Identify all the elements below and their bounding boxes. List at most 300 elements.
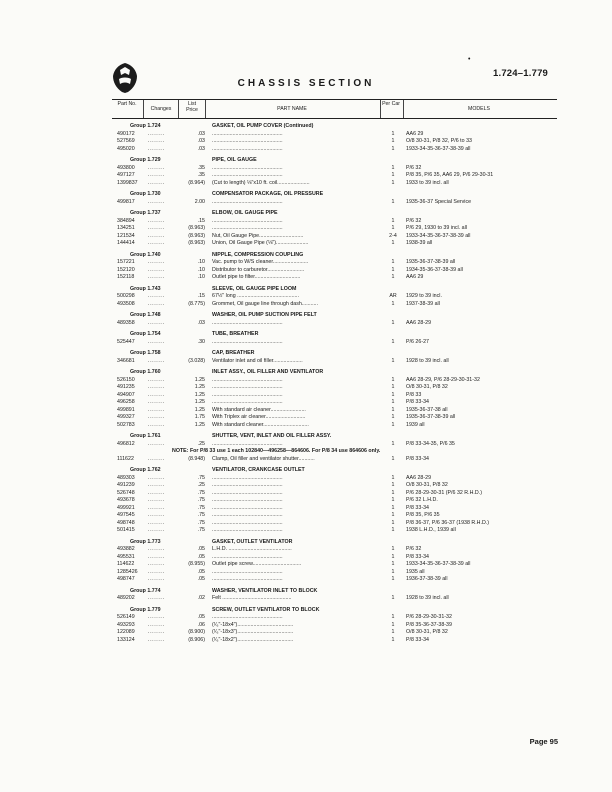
part-row: [0, 561, 612, 569]
group-title: INLET ASSY., OIL FILLER AND VENTILATOR: [212, 369, 324, 375]
leader-dots: ........: [148, 421, 165, 428]
part-row: [0, 240, 612, 248]
models: P/8 33-34: [406, 455, 429, 462]
leader-dots: ........: [148, 482, 165, 488]
part-name: ................................................: [212, 164, 283, 171]
models: AA6 28-29: [406, 474, 432, 481]
group-title: WASHER, OIL PUMP SUCTION PIPE FELT: [212, 312, 317, 318]
group-title: PIPE, OIL GAUGE: [212, 157, 257, 163]
models: P/8 35-36-37-38-39: [406, 621, 452, 628]
per-car: 1: [391, 266, 395, 273]
part-name: ................................................: [212, 319, 283, 326]
part-name: ................................................: [212, 497, 283, 503]
list-price: (8.948): [188, 455, 205, 462]
per-car: 1: [391, 614, 395, 620]
list-price: .75: [197, 519, 205, 526]
per-car: 1: [391, 217, 395, 224]
part-number: 502783: [117, 421, 135, 428]
list-price: .06: [197, 621, 205, 628]
per-car: 1: [391, 225, 395, 231]
leader-dots: ........: [148, 636, 165, 643]
group-title: GASKET, OIL PUMP COVER (Continued): [212, 123, 314, 129]
list-price: (8.955): [188, 561, 205, 567]
part-name: (Cut to length) ⅛"x10 ft. coil......................: [212, 179, 310, 186]
part-row: [0, 399, 612, 407]
leader-dots: ........: [148, 474, 165, 481]
part-number: 157221: [117, 259, 135, 265]
part-name: Nut, Oil Gauge Pipe..............................: [212, 232, 304, 239]
part-row: [0, 138, 612, 146]
group-number: Group 1.774: [130, 587, 161, 594]
leader-dots: ........: [148, 553, 165, 560]
part-number: 525447: [117, 338, 135, 345]
leader-dots: ........: [148, 274, 165, 280]
note-row: [0, 448, 612, 456]
part-name: Vac. pump to W/S cleaner........................: [212, 259, 309, 265]
group-number: Group 1.754: [130, 331, 161, 337]
leader-dots: ........: [148, 595, 165, 601]
per-car: 1: [391, 527, 395, 533]
list-price: .10: [197, 266, 205, 273]
group-title: SLEEVE, OIL GAUGE PIPE LOOM: [212, 285, 297, 292]
per-car: 1: [391, 629, 395, 635]
leader-dots: ........: [148, 512, 165, 518]
part-row: [0, 422, 612, 430]
part-row: [0, 384, 612, 392]
per-car: 1: [391, 546, 395, 552]
leader-dots: ........: [148, 130, 165, 137]
group-title: NIPPLE, COMPRESSION COUPLING: [212, 251, 304, 258]
list-price: .75: [197, 527, 205, 533]
col-changes-header: Changes: [150, 106, 172, 112]
part-number: 346681: [117, 357, 135, 364]
group-number: Group 1.773: [130, 538, 161, 545]
group-header: [0, 369, 612, 377]
models: P/8 33-34: [406, 553, 429, 560]
section-title: CHASSIS SECTION: [237, 78, 375, 89]
group-title: SHUTTER, VENT, INLET AND OIL FILLER ASSY.: [212, 433, 332, 439]
part-name: ................................................: [212, 474, 283, 481]
list-price: (8.963): [188, 240, 205, 246]
list-price: 1.25: [194, 399, 205, 405]
list-price: .75: [197, 504, 205, 511]
list-price: (8.963): [188, 225, 205, 231]
models: 1938 L.H.D., 1939 all: [406, 527, 456, 533]
part-name: Felt ...............................................: [212, 595, 292, 601]
part-name: ................................................: [212, 138, 283, 144]
part-row: [0, 527, 612, 535]
list-price: .03: [197, 145, 205, 152]
group-title: CAP, BREATHER: [212, 350, 255, 356]
part-row: [0, 614, 612, 622]
list-price: .75: [197, 489, 205, 496]
models: P/8 35, P/6 35, AA6 29, P/6 29-30-31: [406, 172, 494, 178]
list-price: (8.775): [188, 300, 205, 307]
leader-dots: ........: [148, 527, 165, 533]
group-header: [0, 350, 612, 358]
leader-dots: ........: [148, 293, 165, 299]
models: AA6 28-29, P/6 28-29-30-31-32: [406, 376, 480, 383]
per-car: 1: [391, 357, 395, 364]
models: 1936-37-38-39 all: [406, 576, 448, 582]
part-name: ................................................: [212, 399, 283, 405]
models: P/6 29, 1930 to 39 incl. all: [406, 225, 467, 231]
list-price: .35: [197, 164, 205, 171]
part-number: 493508: [117, 300, 135, 307]
list-price: .03: [197, 319, 205, 326]
list-price: .05: [197, 546, 205, 552]
col-name-header: PART NAME: [277, 106, 307, 112]
part-number: 526150: [117, 376, 135, 383]
models: P/6 32: [406, 164, 422, 171]
models: P/8 33-34-35, P/6 35: [406, 440, 455, 447]
group-header: [0, 539, 612, 547]
part-number: 498747: [117, 576, 135, 582]
part-number: 494907: [117, 391, 135, 398]
column-header: [112, 99, 557, 119]
part-number: 493800: [117, 164, 135, 171]
part-name: With standard cleaner...............................: [212, 421, 309, 428]
group-title: GASKET, OUTLET VENTILATOR: [212, 538, 293, 545]
leader-dots: ........: [148, 240, 165, 246]
list-price: .75: [197, 512, 205, 518]
part-row: [0, 199, 612, 207]
leader-dots: ........: [148, 164, 165, 171]
group-header: [0, 312, 612, 320]
per-car: 1: [391, 406, 395, 413]
stray-mark: •: [468, 56, 471, 63]
part-number: 501415: [117, 527, 135, 533]
part-number: 496258: [117, 399, 135, 405]
models: O/8 30-31, P/8 32, P/6 to 33: [406, 138, 472, 144]
per-car: 1: [391, 440, 395, 447]
part-number: 491235: [117, 384, 135, 390]
part-number: 498748: [117, 519, 135, 526]
part-number: 491239: [117, 482, 135, 488]
list-price: .15: [197, 217, 205, 224]
models: 1935-36-37-38-39 all: [406, 259, 456, 265]
models: AA6 29: [406, 130, 424, 137]
part-name: ................................................: [212, 440, 283, 447]
list-price: 1.25: [194, 384, 205, 390]
group-header: [0, 588, 612, 596]
models: AA6 29: [406, 274, 424, 280]
models: P/6 32 L.H.D.: [406, 497, 438, 503]
per-car: 1: [391, 455, 395, 462]
part-row: [0, 622, 612, 630]
note-text: NOTE: For P/8 33 use 1 each 102840—496258—864606. For P/8 34 use 864606 only.: [172, 448, 381, 454]
list-price: .10: [197, 259, 205, 265]
part-row: [0, 180, 612, 188]
per-car: 1: [391, 561, 395, 567]
list-price: 1.25: [194, 421, 205, 428]
group-number: Group 1.779: [130, 606, 161, 613]
part-name: ................................................: [212, 504, 283, 511]
group-number: Group 1.729: [130, 157, 161, 163]
models: 1929 to 39 incl.: [406, 293, 442, 299]
col-part-header: Part No.: [117, 101, 137, 107]
per-car: 1: [391, 145, 395, 152]
part-number: 497545: [117, 512, 135, 518]
part-number: 495531: [117, 553, 135, 560]
part-name: (¹⁄₆"-18x3")......................................: [212, 629, 294, 635]
leader-dots: ........: [148, 266, 165, 273]
per-car: 1: [391, 300, 395, 307]
part-number: 493678: [117, 497, 135, 503]
part-number: 493293: [117, 621, 135, 628]
part-row: [0, 320, 612, 328]
leader-dots: ........: [148, 376, 165, 383]
part-number: 499891: [117, 406, 135, 413]
leader-dots: ........: [148, 568, 165, 575]
part-number: 499327: [117, 414, 135, 420]
models: 1939 all: [406, 421, 425, 428]
leader-dots: ........: [148, 198, 165, 205]
part-number: 500298: [117, 293, 135, 299]
part-number: 497127: [117, 172, 135, 178]
models: 1933-34-35-36-37-38-39 all: [406, 145, 471, 152]
leader-dots: ........: [148, 489, 165, 496]
list-price: 1.25: [194, 376, 205, 383]
part-name: ................................................: [212, 130, 283, 137]
per-car: 1: [391, 414, 395, 420]
part-name: Ventilator inlet and oil filler....................: [212, 357, 303, 364]
models: P/8 35, P/6 35: [406, 512, 440, 518]
part-number: 144414: [117, 240, 135, 246]
leader-dots: ........: [148, 172, 165, 178]
leader-dots: ........: [148, 217, 165, 224]
part-name: With Triplex air cleaner...........................: [212, 414, 306, 420]
leader-dots: ........: [148, 232, 165, 239]
page-number: Page 95: [529, 737, 558, 746]
per-car: AR: [389, 293, 397, 299]
list-price: .75: [197, 497, 205, 503]
group-header: [0, 123, 612, 131]
group-header: [0, 286, 612, 294]
list-price: .15: [197, 293, 205, 299]
part-row: [0, 475, 612, 483]
leader-dots: ........: [148, 300, 165, 307]
part-number: 499921: [117, 504, 135, 511]
group-title: COMPENSATOR PACKAGE, OIL PRESSURE: [212, 191, 324, 197]
models: O/8 30-31, P/8 32: [406, 629, 448, 635]
list-price: .25: [197, 482, 205, 488]
per-car: 1: [391, 399, 395, 405]
part-name: L.H.D. ...........................................: [212, 546, 292, 552]
part-name: With standard air cleaner........................: [212, 406, 306, 413]
parts-list: [0, 123, 612, 644]
list-price: .05: [197, 568, 205, 575]
per-car: 1: [391, 595, 395, 601]
per-car: 1: [391, 621, 395, 628]
per-car: 1: [391, 384, 395, 390]
part-row: [0, 131, 612, 139]
leader-dots: ........: [148, 497, 165, 503]
col-models-header: MODELS: [468, 106, 490, 112]
part-row: [0, 595, 612, 603]
part-number: 133124: [117, 636, 135, 643]
leader-dots: ........: [148, 225, 165, 231]
part-number: 111622: [117, 455, 134, 462]
per-car: 1: [391, 319, 395, 326]
part-name: ................................................: [212, 512, 283, 518]
part-row: [0, 512, 612, 520]
part-row: [0, 520, 612, 528]
part-name: ................................................: [212, 614, 283, 620]
per-car: 1: [391, 240, 395, 246]
group-header: [0, 210, 612, 218]
group-number: Group 1.761: [130, 433, 161, 439]
part-name: Union, Oil Gauge Pipe (⅛")......................: [212, 240, 309, 246]
list-price: .03: [197, 138, 205, 144]
leader-dots: ........: [148, 621, 165, 628]
part-number: 1285426: [117, 568, 138, 575]
part-number: 121534: [117, 232, 135, 239]
models: P/6 28-29-30-31 (P/6 32 R.H.D.): [406, 489, 482, 496]
part-number: 134251: [117, 225, 135, 231]
group-number: Group 1.762: [130, 467, 161, 473]
models: P/6 32: [406, 217, 422, 224]
per-car: 1: [391, 259, 395, 265]
group-header: [0, 433, 612, 441]
part-number: 496812: [117, 440, 135, 447]
group-title: VENTILATOR, CRANKCASE OUTLET: [212, 467, 305, 473]
group-header: [0, 252, 612, 260]
part-number: 384894: [117, 217, 135, 224]
leader-dots: ........: [148, 614, 165, 620]
part-name: ................................................: [212, 568, 283, 575]
leader-dots: ........: [148, 391, 165, 398]
part-number: 489303: [117, 474, 135, 481]
group-title: TUBE, BREATHER: [212, 331, 259, 337]
group-number: Group 1.743: [130, 285, 161, 292]
part-row: [0, 554, 612, 562]
models: AA6 28-29: [406, 319, 432, 326]
part-name: ................................................: [212, 391, 283, 398]
leader-dots: ........: [148, 504, 165, 511]
leader-dots: ........: [148, 440, 165, 447]
part-row: [0, 377, 612, 385]
models: P/6 26-27: [406, 338, 429, 345]
part-row: [0, 274, 612, 282]
leader-dots: ........: [148, 138, 165, 144]
part-name: 67½" long ..........................................: [212, 293, 299, 299]
group-number: Group 1.730: [130, 191, 161, 197]
part-row: [0, 497, 612, 505]
part-row: [0, 358, 612, 366]
models: P/6 32: [406, 546, 422, 552]
leader-dots: ........: [148, 406, 165, 413]
col-price-header: List Price: [186, 101, 198, 113]
per-car: 1: [391, 636, 395, 643]
leader-dots: ........: [148, 259, 165, 265]
models: 1934-35-36-37-38-39 all: [406, 266, 463, 273]
part-name: ................................................: [212, 172, 283, 178]
part-number: 1399837: [117, 179, 138, 186]
part-row: [0, 233, 612, 241]
models: 1928 to 39 incl. all: [406, 357, 449, 364]
group-number: Group 1.760: [130, 369, 161, 375]
models: 1935-36-37-38-39 all: [406, 414, 456, 420]
part-row: [0, 165, 612, 173]
part-number: 526748: [117, 489, 135, 496]
part-row: [0, 490, 612, 498]
models: 1933 to 39 incl. all: [406, 179, 449, 186]
part-name: ................................................: [212, 225, 283, 231]
col-per-header: Per Car: [382, 101, 400, 107]
part-row: [0, 629, 612, 637]
leader-dots: ........: [148, 561, 165, 567]
part-row: [0, 172, 612, 180]
part-row: [0, 505, 612, 513]
part-name: ................................................: [212, 576, 283, 582]
part-number: 499817: [117, 198, 135, 205]
list-price: .05: [197, 553, 205, 560]
per-car: 1: [391, 568, 395, 575]
part-name: Grommet, Oil gauge line through dash...........: [212, 300, 318, 307]
per-car: 1: [391, 338, 395, 345]
part-row: [0, 637, 612, 645]
part-row: [0, 456, 612, 464]
per-car: 1: [391, 179, 395, 186]
part-number: 493882: [117, 546, 135, 552]
part-row: [0, 259, 612, 267]
part-number: 152118: [117, 274, 135, 280]
leader-dots: ........: [148, 357, 165, 364]
list-price: .05: [197, 614, 205, 620]
per-car: 1: [391, 482, 395, 488]
list-price: (3.028): [188, 357, 205, 364]
list-price: .03: [197, 130, 205, 137]
group-number: Group 1.748: [130, 312, 161, 318]
per-car: 1: [391, 198, 395, 205]
part-row: [0, 414, 612, 422]
per-car: 1: [391, 376, 395, 383]
leader-dots: ........: [148, 629, 165, 635]
per-car: 1: [391, 553, 395, 560]
part-name: ................................................: [212, 384, 283, 390]
leader-dots: ........: [148, 576, 165, 582]
leader-dots: ........: [148, 414, 165, 420]
group-header: [0, 467, 612, 475]
group-title: ELBOW, OIL GAUGE PIPE: [212, 210, 278, 216]
list-price: 1.75: [194, 414, 205, 420]
group-header: [0, 607, 612, 615]
per-car: 1: [391, 164, 395, 171]
part-row: [0, 482, 612, 490]
per-car: 1: [391, 489, 395, 496]
part-name: Outlet pipe screw.................................: [212, 561, 302, 567]
part-name: ................................................: [212, 198, 283, 205]
list-price: .10: [197, 274, 205, 280]
leader-dots: ........: [148, 179, 165, 186]
models: O/8 30-31, P/8 32: [406, 482, 448, 488]
part-name: ................................................: [212, 519, 283, 526]
part-row: [0, 218, 612, 226]
list-price: (8.906): [188, 636, 205, 643]
leader-dots: ........: [148, 145, 165, 152]
group-number: Group 1.758: [130, 350, 161, 356]
part-name: ................................................: [212, 145, 283, 152]
group-number: Group 1.724: [130, 123, 161, 129]
models: 1928 to 39 incl. all: [406, 595, 449, 601]
models: P/8 33-34: [406, 399, 429, 405]
part-name: (¹⁄₆"-18x2")......................................: [212, 636, 294, 643]
part-name: ................................................: [212, 489, 283, 496]
per-car: 1: [391, 421, 395, 428]
part-number: 490172: [117, 130, 135, 137]
per-car: 1: [391, 130, 395, 137]
